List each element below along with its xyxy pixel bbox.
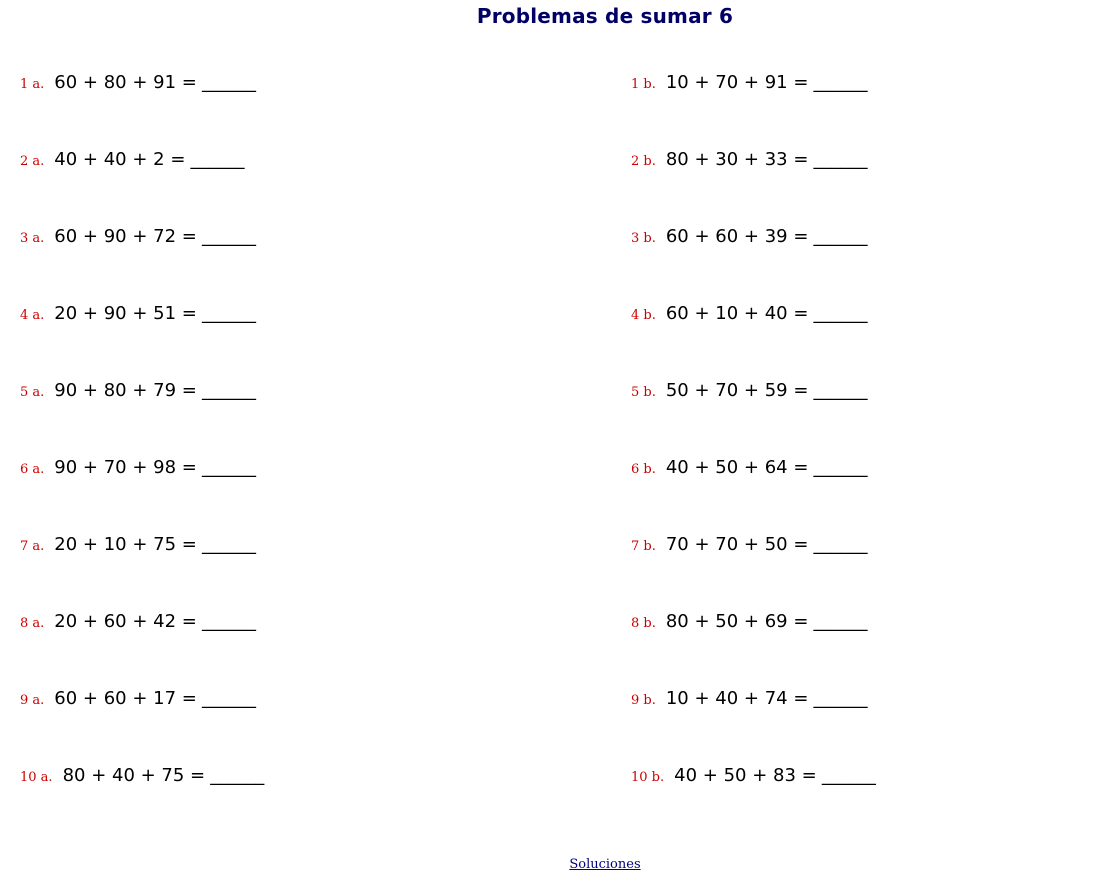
problem-expression: 10 + 70 + 91 = (665, 72, 809, 93)
problem-label: 2 b. (631, 154, 656, 169)
answer-blank: ______ (201, 303, 256, 324)
problem-label: 4 b. (631, 308, 656, 323)
answer-blank: ______ (821, 765, 876, 786)
problem-row (631, 379, 868, 403)
problem-label: 4 a. (20, 308, 45, 323)
problem-expression: 20 + 10 + 75 = (54, 534, 197, 555)
problem-row (20, 533, 256, 557)
problem-row (631, 687, 868, 711)
problem-row (631, 456, 868, 480)
problem-expression: 40 + 50 + 64 = (665, 457, 809, 478)
problem-label: 6 b. (631, 462, 656, 477)
answer-blank: ______ (813, 534, 868, 555)
problem-expression: 60 + 60 + 17 = (54, 688, 197, 709)
problem-label: 3 a. (20, 231, 45, 246)
problem-row (20, 764, 264, 788)
problem-expression: 60 + 10 + 40 = (665, 303, 809, 324)
answer-blank: ______ (201, 688, 256, 709)
problem-label: 1 a. (20, 77, 45, 92)
problem-row (631, 533, 868, 557)
page-title: Problemas de sumar 6 (476, 4, 734, 28)
problem-row (20, 302, 256, 326)
answer-blank: ______ (813, 303, 868, 324)
problem-row (631, 71, 868, 95)
problem-row (20, 379, 256, 403)
footer (0, 857, 1095, 872)
problem-expression: 80 + 30 + 33 = (665, 149, 809, 170)
problem-row (20, 71, 256, 95)
problem-label: 7 b. (631, 539, 656, 554)
problem-expression: 90 + 70 + 98 = (54, 457, 197, 478)
answer-blank: ______ (201, 457, 256, 478)
problem-label: 5 b. (631, 385, 656, 400)
problem-expression: 20 + 90 + 51 = (54, 303, 197, 324)
problem-label: 9 a. (20, 693, 45, 708)
answer-blank: ______ (813, 226, 868, 247)
answer-blank: ______ (201, 380, 256, 401)
answer-blank: ______ (201, 611, 256, 632)
problem-label: 1 b. (631, 77, 656, 92)
problem-row (631, 764, 876, 788)
answer-blank: ______ (190, 149, 245, 170)
problem-row (20, 610, 256, 634)
problem-row (631, 302, 868, 326)
problem-label: 8 b. (631, 616, 656, 631)
answer-blank: ______ (813, 457, 868, 478)
problem-label: 9 b. (631, 693, 656, 708)
answer-blank: ______ (201, 72, 256, 93)
problem-row (631, 148, 868, 172)
problem-expression: 10 + 40 + 74 = (665, 688, 809, 709)
problem-row (20, 225, 256, 249)
answer-blank: ______ (813, 72, 868, 93)
problem-expression: 70 + 70 + 50 = (665, 534, 809, 555)
problem-row (631, 610, 868, 634)
problem-label: 6 a. (20, 462, 45, 477)
problem-expression: 40 + 50 + 83 = (674, 765, 817, 786)
problem-expression: 80 + 40 + 75 = (62, 765, 206, 786)
problem-row (20, 456, 256, 480)
problem-expression: 40 + 40 + 2 = (54, 149, 186, 170)
answer-blank: ______ (201, 226, 256, 247)
answer-blank: ______ (813, 380, 868, 401)
problem-label: 5 a. (20, 385, 45, 400)
problem-expression: 90 + 80 + 79 = (54, 380, 197, 401)
problem-label: 7 a. (20, 539, 45, 554)
problem-expression: 20 + 60 + 42 = (54, 611, 197, 632)
solutions-link[interactable]: Soluciones (569, 857, 641, 872)
problem-row (20, 148, 245, 172)
answer-blank: ______ (201, 534, 256, 555)
problem-row (631, 225, 868, 249)
problem-row (20, 687, 256, 711)
answer-blank: ______ (813, 688, 868, 709)
answer-blank: ______ (210, 765, 265, 786)
answer-blank: ______ (813, 149, 868, 170)
problem-expression: 50 + 70 + 59 = (665, 380, 809, 401)
problem-expression: 60 + 60 + 39 = (665, 226, 809, 247)
problem-label: 2 a. (20, 154, 45, 169)
problem-label: 10 b. (631, 770, 665, 785)
problem-expression: 60 + 90 + 72 = (54, 226, 197, 247)
problem-expression: 80 + 50 + 69 = (665, 611, 809, 632)
problem-label: 10 a. (20, 770, 53, 785)
problem-label: 3 b. (631, 231, 656, 246)
problem-label: 8 a. (20, 616, 45, 631)
answer-blank: ______ (813, 611, 868, 632)
problem-expression: 60 + 80 + 91 = (54, 72, 197, 93)
